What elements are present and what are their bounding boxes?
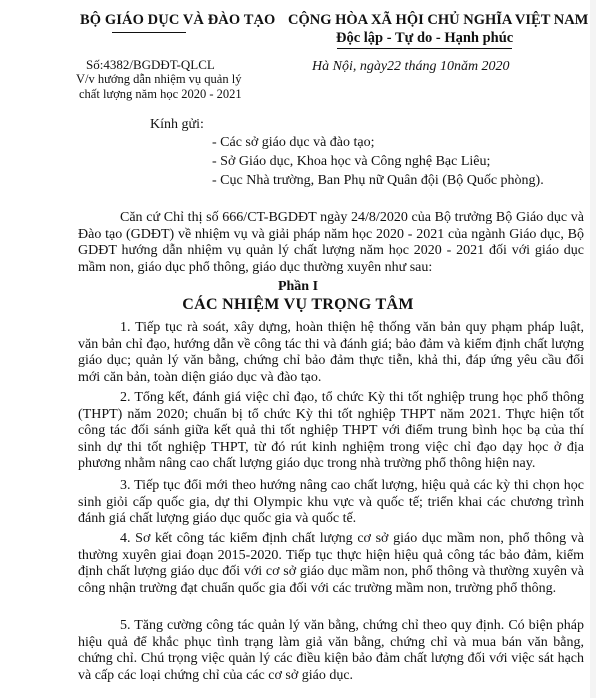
national-motto: Độc lập - Tự do - Hạnh phúc — [336, 30, 514, 46]
recipient-item: - Cục Nhà trường, Ban Phụ nữ Quân đội (Bộ Quốc phòng). — [212, 173, 544, 188]
ministry-name: BỘ GIÁO DỤC VÀ ĐÀO TẠO — [80, 12, 276, 28]
intro-paragraph — [78, 210, 584, 276]
scan-edge — [590, 0, 596, 698]
task-item-2 — [78, 390, 584, 473]
part-title: Phần I — [277, 279, 319, 294]
task-text: 4. Sơ kết công tác kiểm định chất lượng cơ sở giáo dục mầm non, phổ thông và thường xuyên giai đoạn 2015-2020. Tiếp tục thực hiện hiệu quả công tác bảo đảm, kiểm định chất lượng giáo dục đối với cơ sở giáo dục mầm non, phổ thông và thường xuyên và công nhận trường đạt chuẩn quốc gia đối với các trường mầm non, trường phổ thông. — [78, 531, 584, 596]
subject-line-1: V/v hướng dẫn nhiệm vụ quản lý — [76, 72, 242, 86]
document-number: Số:4382/BGDĐT-QLCL — [86, 57, 215, 72]
task-text: 3. Tiếp tục đổi mới theo hướng nâng cao chất lượng, hiệu quả các kỳ thi chọn học sinh giỏi cấp quốc gia, dự thi Olympic khu vực và quốc tế; triển khai các chương trình đánh giá chất lượng giáo dục quốc gia và quốc tế. — [78, 478, 584, 527]
ministry-underline — [112, 32, 186, 33]
task-item-5 — [78, 618, 584, 684]
recipient-item: - Các sở giáo dục và đào tạo; — [212, 135, 375, 150]
republic-name: CỘNG HÒA XÃ HỘI CHỦ NGHĨA VIỆT NAM — [288, 12, 589, 28]
task-text: 5. Tăng cường công tác quản lý văn bằng, chứng chỉ theo quy định. Có biện pháp hiệu quả để khắc phục tình trạng làm giả văn bằng, chứng chỉ và mua bán văn bằng, chứng chỉ. Chú trọng việc quản lý các điều kiện bảo đảm chất lượng đối với việc sát hạch và cấp các loại chứng chỉ của các cơ sở giáo dục. — [78, 618, 584, 683]
subject-line-2: chất lượng năm học 2020 - 2021 — [79, 87, 242, 101]
task-item-4 — [78, 531, 584, 597]
section-title: CÁC NHIỆM VỤ TRỌNG TÂM — [182, 296, 414, 313]
task-item-1 — [78, 320, 584, 386]
salutation: Kính gửi: — [150, 117, 204, 132]
motto-underline — [337, 48, 512, 49]
intro-text: Căn cứ Chỉ thị số 666/CT-BGDĐT ngày 24/8/2020 của Bộ trưởng Bộ Giáo dục và Đào tạo (GDĐT) về nhiệm vụ và giải pháp năm học 2020 - 2021 của ngành Giáo dục, Bộ GDĐT hướng dẫn nhiệm vụ quản lý chất lượng năm học 2020 - 2021 đối với giáo dục mầm non, giáo dục phổ thông, giáo dục thường xuyên như sau: — [78, 210, 584, 275]
recipient-item: - Sở Giáo dục, Khoa học và Công nghệ Bạc Liêu; — [212, 154, 491, 169]
task-text: 2. Tổng kết, đánh giá việc chỉ đạo, tổ chức Kỳ thi tốt nghiệp trung học phổ thông (THPT) năm 2020; chuẩn bị tổ chức Kỳ thi tốt nghiệp THPT năm 2021. Thực hiện tốt công tác đối sánh giữa kết quả thi tốt nghiệp THPT với điểm trung bình học bạ của thí sinh dự thi tốt nghiệp THPT, từ đó rút kinh nghiệm trong việc chỉ đạo dạy học ở địa phương nhằm nâng cao chất lượng giáo dục trong nhà trường phổ thông hiện nay. — [78, 390, 584, 472]
task-text: 1. Tiếp tục rà soát, xây dựng, hoàn thiện hệ thống văn bản quy phạm pháp luật, văn bản chỉ đạo, hướng dẫn về công tác thi và đánh giá; bảo đảm và kiểm định chất lượng giáo dục; quản lý văn bằng, chứng chỉ bảo đảm thực tiễn, khả thi, đáp ứng yêu cầu đổi mới căn bản, toàn diện giáo dục và đào tạo. — [78, 320, 584, 385]
task-item-3 — [78, 478, 584, 528]
place-date: Hà Nội, ngày22 tháng 10năm 2020 — [312, 59, 510, 74]
